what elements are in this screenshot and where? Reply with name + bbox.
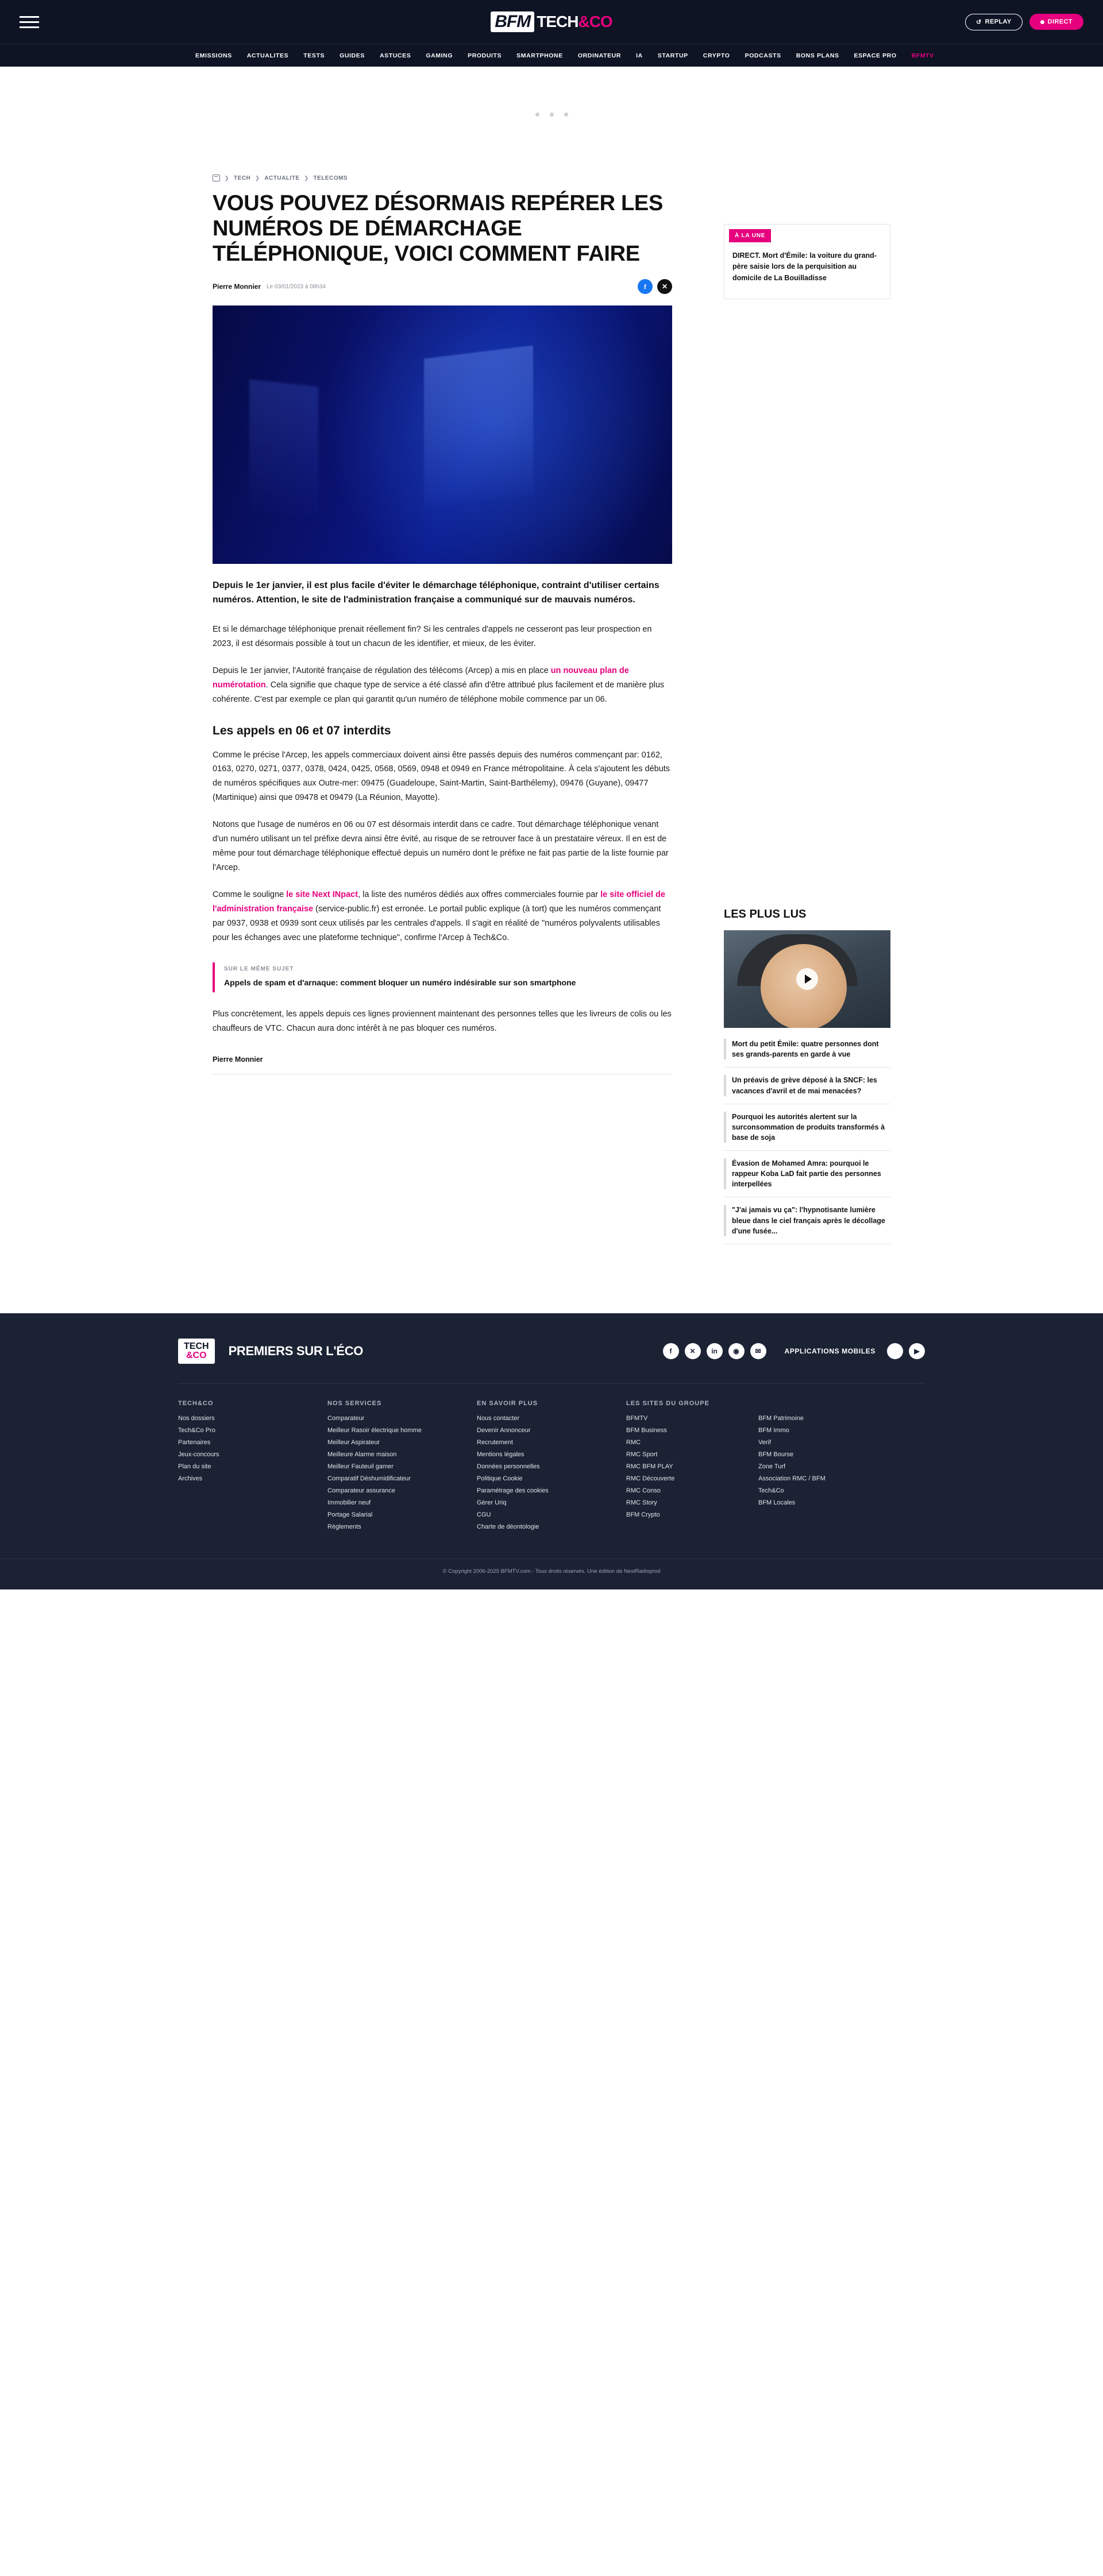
footer-link[interactable]: Données personnelles: [477, 1463, 540, 1470]
paragraph-text: . Cela signifie que chaque type de service a été classé afin d'être attribué plus facilement et de manière plus cohérente. C'est par exemple ce plan qui garantit qu'un numéro de téléphone mobile commence par un 06.: [213, 680, 665, 704]
twitter-icon[interactable]: ✕: [685, 1343, 701, 1359]
article-body: [213, 622, 672, 1074]
list-item[interactable]: [724, 1197, 890, 1244]
related-article-box[interactable]: [213, 962, 672, 992]
footer-logo[interactable]: [178, 1339, 215, 1364]
most-read-item-4[interactable]: "J'ai jamais vu ça": l'hypnotisante lumière bleue dans le ciel français après le décollage d'une fusée...: [732, 1206, 885, 1235]
footer-link[interactable]: Paramétrage des cookies: [477, 1487, 549, 1494]
nav-item-7[interactable]: SMARTPHONE: [516, 52, 563, 59]
footer-link[interactable]: BFM Crypto: [626, 1511, 660, 1518]
related-label: SUR LE MÊME SUJET: [224, 965, 294, 972]
breadcrumb: [213, 175, 672, 181]
footer-link[interactable]: Immobilier neuf: [327, 1499, 371, 1506]
nav-item-4[interactable]: ASTUCES: [379, 52, 411, 59]
breadcrumb-item-1[interactable]: ACTUALITE: [264, 175, 300, 181]
direct-label: DIRECT: [1047, 18, 1073, 25]
footer-link[interactable]: Devenir Annonceur: [477, 1426, 531, 1434]
site-logo: [0, 0, 1103, 44]
carousel-dot[interactable]: [550, 113, 554, 117]
inline-link-service-public[interactable]: le site officiel de l'administration française: [213, 890, 665, 914]
article-signature: Pierre Monnier: [213, 1055, 672, 1074]
breadcrumb-separator: ❯: [255, 175, 260, 181]
linkedin-icon[interactable]: in: [707, 1343, 723, 1359]
footer-link[interactable]: RMC Conso: [626, 1487, 661, 1494]
footer-column-title: EN SAVOIR PLUS: [477, 1399, 538, 1407]
article-hero-image: [213, 305, 672, 564]
nav-item-14[interactable]: ESPACE PRO: [854, 52, 897, 59]
hamburger-line: [20, 26, 39, 28]
breadcrumb-separator: ❯: [225, 175, 230, 181]
related-title[interactable]: Appels de spam et d'arnaque: comment bloquer un numéro indésirable sur son smartphone: [224, 977, 576, 987]
footer-link[interactable]: RMC: [626, 1438, 641, 1446]
breadcrumb-item-2[interactable]: TELECOMS: [313, 175, 348, 181]
nav-item-6[interactable]: PRODUITS: [468, 52, 502, 59]
most-read-item-3[interactable]: Évasion de Mohamed Amra: pourquoi le rappeur Koba LaD fait partie des personnes interpellées: [732, 1159, 881, 1189]
newsletter-icon[interactable]: ✉: [750, 1343, 766, 1359]
most-read-list: [724, 1031, 890, 1244]
hamburger-icon[interactable]: [20, 16, 39, 28]
footer-link[interactable]: Charte de déontologie: [477, 1523, 539, 1530]
footer-link[interactable]: Zone Turf: [758, 1463, 786, 1470]
nav-item-0[interactable]: EMISSIONS: [195, 52, 232, 59]
publish-date: Le 03/01/2023 à 08h34: [267, 283, 326, 290]
apple-store-icon[interactable]: [887, 1343, 903, 1359]
play-icon[interactable]: [796, 968, 818, 990]
main-navigation: [0, 44, 1103, 67]
list-item[interactable]: [724, 1067, 890, 1104]
rank-bar: [724, 1075, 726, 1096]
logo-bfm: BFM: [491, 11, 534, 32]
footer-link[interactable]: Politique Cookie: [477, 1475, 523, 1482]
nav-item-1[interactable]: ACTUALITES: [246, 52, 289, 59]
carousel-dot[interactable]: [564, 113, 568, 117]
footer-link[interactable]: Archives: [178, 1475, 203, 1482]
footer-link[interactable]: RMC Découverte: [626, 1475, 675, 1482]
footer-link[interactable]: Nos dossiers: [178, 1414, 215, 1422]
footer-link[interactable]: Comparateur: [327, 1414, 365, 1422]
copyright-text: © Copyright 2006-2025 BFMTV.com - Tous droits réservés. Une édition de NextRadioprod: [0, 1558, 1103, 1589]
footer-link[interactable]: Plan du site: [178, 1463, 211, 1470]
nav-item-5[interactable]: GAMING: [426, 52, 453, 59]
nav-item-11[interactable]: CRYPTO: [703, 52, 730, 59]
list-item[interactable]: [724, 1151, 890, 1197]
rank-bar: [724, 1158, 726, 1189]
footer-link[interactable]: Meilleure Alarme maison: [327, 1451, 397, 1458]
section-heading: Les appels en 06 et 07 interdits: [213, 724, 391, 737]
footer-link[interactable]: BFM Business: [626, 1426, 667, 1434]
inline-link-numerotation[interactable]: un nouveau plan de numérotation: [213, 666, 629, 690]
footer-column-techco: [178, 1400, 304, 1535]
footer-column-title: TECH&CO: [178, 1399, 214, 1407]
rank-bar: [724, 1205, 726, 1236]
replay-button[interactable]: [965, 14, 1023, 30]
google-play-icon[interactable]: ▶: [909, 1343, 925, 1359]
article-paragraph-1: [213, 664, 672, 707]
rank-bar: [724, 1039, 726, 1059]
footer-link[interactable]: Portage Salarial: [327, 1511, 373, 1518]
replay-icon: ↺: [976, 18, 982, 26]
footer-column-group-sites: [626, 1400, 867, 1535]
footer-top: [178, 1339, 925, 1383]
most-read-video-thumbnail[interactable]: [724, 930, 890, 1028]
paragraph-text: , la liste des numéros dédiés aux offres commerciales fournie par: [358, 890, 601, 900]
most-read-block: [724, 908, 890, 1244]
footer-logo-co: &CO: [186, 1350, 207, 1360]
footer-column-title: LES SITES DU GROUPE: [626, 1399, 709, 1407]
footer-link[interactable]: Recrutement: [477, 1438, 513, 1446]
hamburger-line: [20, 21, 39, 23]
most-read-item-2[interactable]: Pourquoi les autorités alertent sur la surconsommation de produits transformés à base de soja: [732, 1112, 885, 1142]
footer-link[interactable]: Meilleur Rasoir électrique homme: [327, 1426, 422, 1434]
facebook-share-button[interactable]: f: [638, 279, 653, 294]
footer-link[interactable]: Mentions légales: [477, 1451, 524, 1458]
hamburger-line: [20, 16, 39, 18]
page-content: [0, 162, 1103, 1244]
alaune-item[interactable]: DIRECT. Mort d'Émile: la voiture du grand-père saisie lors de la perquisition au domicile de La Bouilladisse: [732, 252, 877, 282]
footer-column-more: [477, 1400, 603, 1535]
list-item[interactable]: [724, 1031, 890, 1067]
footer-link[interactable]: Meilleur Fauteuil gamer: [327, 1463, 394, 1470]
top-bar-actions: [965, 14, 1083, 30]
carousel-dot[interactable]: [535, 113, 539, 117]
site-footer: [0, 1313, 1103, 1589]
footer-subcolumn-b: [758, 1400, 867, 1535]
twitter-share-button[interactable]: ✕: [657, 279, 672, 294]
footer-link[interactable]: Règlements: [327, 1523, 361, 1530]
page-title: VOUS POUVEZ DÉSORMAIS REPÉRER LES NUMÉROS DE DÉMARCHAGE TÉLÉPHONIQUE, VOICI COMMENT FAIRE: [213, 191, 664, 266]
ad-slot: [0, 67, 1103, 162]
mobile-apps-label: APPLICATIONS MOBILES: [784, 1347, 876, 1355]
alaune-body: [724, 242, 890, 299]
breadcrumb-item-0[interactable]: TECH: [234, 175, 251, 181]
nav-item-9[interactable]: IA: [636, 52, 643, 59]
footer-link[interactable]: Partenaires: [178, 1438, 211, 1446]
footer-link[interactable]: Jeux-concours: [178, 1451, 219, 1458]
top-bar: [0, 0, 1103, 44]
article-conclusion: Plus concrètement, les appels depuis ces lignes proviennent maintenant des personnes telles que les livreurs de colis ou les chauffeurs de VTC. Chacun aura donc intérêt à ne pas bloquer ces numéros.: [213, 1009, 672, 1033]
nav-item-13[interactable]: BONS PLANS: [796, 52, 839, 59]
sidebar: [724, 175, 890, 1244]
direct-button[interactable]: [1029, 14, 1083, 30]
logo-tech: TECH: [537, 13, 579, 30]
footer-column-title: NOS SERVICES: [327, 1399, 382, 1407]
most-read-item-1[interactable]: Un préavis de grève déposé à la SNCF: les vacances d'avril et de mai menacées?: [732, 1076, 877, 1095]
breadcrumb-separator: ❯: [304, 175, 309, 181]
most-read-item-0[interactable]: Mort du petit Émile: quatre personnes dont ses grands-parents en garde à vue: [732, 1040, 879, 1059]
article-paragraph-5: [213, 888, 672, 945]
inline-link-nextinpact[interactable]: le site Next INpact: [286, 890, 358, 900]
nav-item-10[interactable]: STARTUP: [657, 52, 688, 59]
article-paragraph-4: Notons que l'usage de numéros en 06 ou 07 est désormais interdit dans ce cadre. Tout démarchage téléphonique venant d'un numéro utilisant un tel préfixe devra ainsi être évité, au risque de se retrouver face à un prestataire véreux. Il en est de même pour tout démarchage téléphonique effectué depuis un numéro dont le préfixe ne fait pas partie de la liste fournie par l'Arcep.: [213, 820, 669, 873]
footer-link[interactable]: CGU: [477, 1511, 491, 1518]
nav-item-3[interactable]: GUIDES: [340, 52, 365, 59]
rss-icon[interactable]: ◉: [728, 1343, 745, 1359]
replay-label: REPLAY: [985, 18, 1012, 25]
logo-co: &CO: [578, 13, 612, 30]
paragraph-text: (service-public.fr) est erronée. Le portail public explique (à tort) que les numéros commençant par 0937, 0938 et 0939 sont ceux utilisés par les centrales d'appels. Il s'agit en réalité de "numéros polyvalents utilisables pour les échanges avec une plateforme technique", confirme l'Arcep à Tech&Co.: [213, 904, 661, 942]
footer-link[interactable]: Gérer Uriq: [477, 1499, 507, 1506]
article-paragraph-0: Et si le démarchage téléphonique prenait réellement fin? Si les centrales d'appels ne cesseront pas leur prospection en 2023, il est désormais possible à tout un chacun de les identifier, et mieux, de les éviter.: [213, 624, 652, 648]
footer-link[interactable]: BFM Patrimoine: [758, 1414, 804, 1422]
footer-social-links: [663, 1343, 925, 1359]
nav-item-2[interactable]: TESTS: [303, 52, 325, 59]
alaune-badge: À LA UNE: [729, 229, 771, 242]
footer-link[interactable]: Association RMC / BFM: [758, 1475, 826, 1482]
paragraph-text: Depuis le 1er janvier, l'Autorité française de régulation des télécoms (Arcep) a mis en place: [213, 666, 551, 675]
footer-link[interactable]: Nous contacter: [477, 1414, 519, 1422]
most-read-title: LES PLUS LUS: [724, 908, 807, 921]
footer-link[interactable]: RMC BFM PLAY: [626, 1463, 673, 1470]
live-dot-icon: [1040, 20, 1044, 24]
footer-link[interactable]: Verif: [758, 1438, 772, 1446]
byline: [213, 279, 672, 294]
footer-link[interactable]: BFMTV: [626, 1414, 648, 1422]
footer-link[interactable]: BFM Immo: [758, 1426, 789, 1434]
share-buttons: [638, 279, 672, 294]
footer-slogan: PREMIERS SUR L'ÉCO: [228, 1343, 364, 1358]
paragraph-text: Comme le souligne: [213, 890, 287, 900]
facebook-icon[interactable]: f: [663, 1343, 679, 1359]
footer-link[interactable]: Meilleur Aspirateur: [327, 1438, 380, 1446]
home-icon[interactable]: [213, 175, 220, 181]
nav-item-15[interactable]: BFMTV: [911, 52, 934, 59]
article-paragraph-3: Comme le précise l'Arcep, les appels commerciaux doivent ainsi être passés depuis des numéros commençant par: 0162, 0163, 0270, 0271, 0377, 0378, 0424, 0425, 0568, 0569, 0948 et 0949 en France métropolitaine. À cela s'ajoutent les débuts de numéros spécifiques aux Outre-mer: 09475 (Guadeloupe, Saint-Martin, Saint-Barthélemy), 09476 (Guyane), 09477 (Martinique) ainsi que 09478 et 09479 (La Réunion, Mayotte).: [213, 750, 670, 803]
footer-link[interactable]: BFM Locales: [758, 1499, 796, 1506]
footer-link[interactable]: Tech&Co Pro: [178, 1426, 215, 1434]
alaune-card: [724, 224, 890, 299]
rank-bar: [724, 1112, 726, 1143]
footer-link[interactable]: Tech&Co: [758, 1487, 784, 1494]
nav-item-12[interactable]: PODCASTS: [745, 52, 781, 59]
article-standfirst: Depuis le 1er janvier, il est plus facile d'éviter le démarchage téléphonique, contraint d'utiliser certains numéros. Attention, le site de l'administration française a communiqué sur de mauvais numéros.: [213, 581, 660, 605]
footer-link[interactable]: Comparateur assurance: [327, 1487, 396, 1494]
footer-columns: [178, 1383, 925, 1558]
sidebar-spacer: [724, 299, 890, 908]
footer-link[interactable]: BFM Bourse: [758, 1451, 794, 1458]
footer-logo-tech: TECH: [184, 1341, 209, 1351]
nav-item-8[interactable]: ORDINATEUR: [577, 52, 622, 59]
footer-link[interactable]: RMC Sport: [626, 1451, 658, 1458]
footer-link[interactable]: RMC Story: [626, 1499, 657, 1506]
footer-link[interactable]: Comparatif Déshumidificateur: [327, 1475, 411, 1482]
list-item[interactable]: [724, 1104, 890, 1151]
footer-column-services: [327, 1400, 454, 1535]
footer-subcolumn-a: [626, 1400, 735, 1535]
author-name[interactable]: Pierre Monnier: [213, 283, 261, 291]
article-column: [213, 175, 672, 1244]
